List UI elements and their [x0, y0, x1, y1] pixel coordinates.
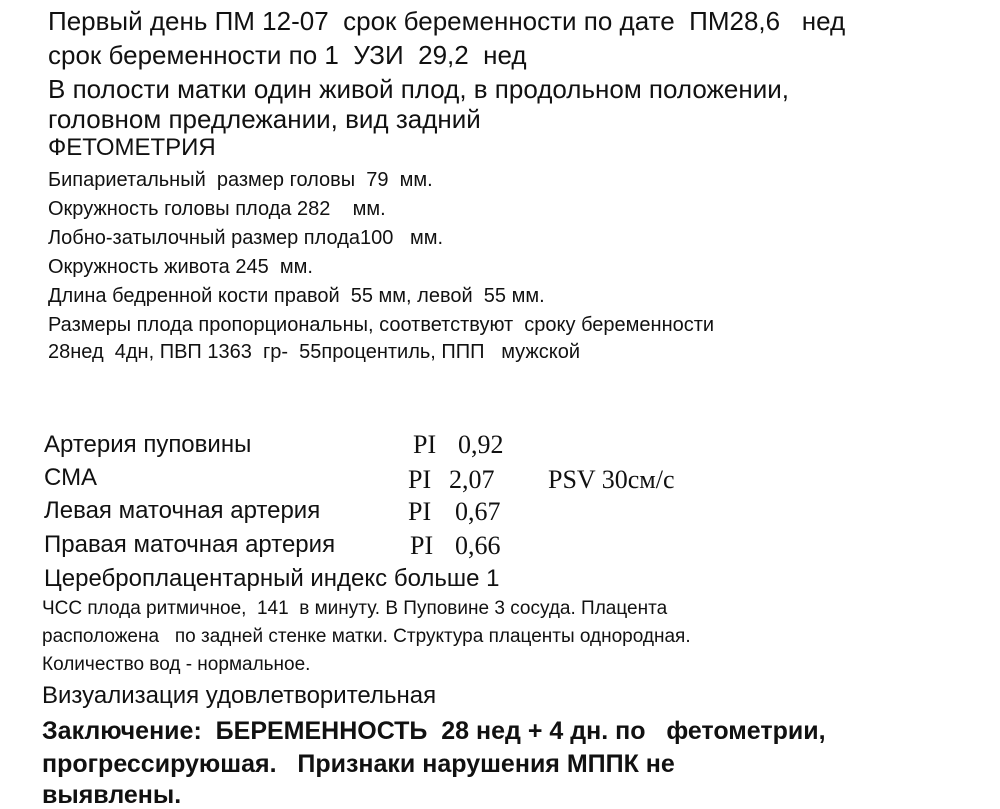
- doppler-name-left-uterine: Левая маточная артерия: [44, 497, 321, 524]
- fetometry-item-ac: Окружность живота 245 мм.: [48, 256, 313, 278]
- fetometry-item-bpd: Бипариетальный размер головы 79 мм.: [48, 169, 433, 191]
- conclusion-line-2: прогрессируюшая. Признаки нарушения МППК не: [42, 750, 675, 778]
- notes-line-heart: ЧСС плода ритмичное, 141 в минуту. В Пуповине 3 сосуда. Плацента: [42, 598, 668, 619]
- doppler-cpi: Цереброплацентарный индекс больше 1: [44, 565, 500, 592]
- doppler-name-mca: СМА: [44, 464, 98, 491]
- fetometry-summary: Размеры плода пропорциональны, соответствуют сроку беременности: [48, 314, 715, 336]
- doppler-pi-value-right-uterine: 0,66: [455, 531, 501, 560]
- fetometry-item-hc: Окружность головы плода 282 мм.: [48, 198, 386, 220]
- header-line-gestation: срок беременности по 1 УЗИ 29,2 нед: [48, 40, 527, 70]
- header-line-presentation: головном предлежании, вид задний: [48, 104, 481, 134]
- conclusion-line-3: выявлены.: [42, 781, 182, 809]
- doppler-pi-value-left-uterine: 0,67: [455, 497, 501, 526]
- doppler-pi-value-umbilical: 0,92: [458, 430, 504, 459]
- notes-line-fluid: Количество вод - нормальное.: [42, 654, 311, 675]
- doppler-pi-value-mca: 2,07: [449, 465, 495, 494]
- fetometry-heading: ФЕТОМЕТРИЯ: [48, 134, 216, 161]
- doppler-pi-label-umbilical: PI: [413, 430, 437, 459]
- notes-visualization: Визуализация удовлетворительная: [42, 682, 437, 709]
- fetometry-summary-weight: 28нед 4дн, ПВП 1363 гр- 55процентиль, ППП мужской: [48, 341, 581, 363]
- fetometry-item-fl: Длина бедренной кости правой 55 мм, левой 55 мм.: [48, 285, 545, 307]
- doppler-pi-label-mca: PI: [408, 465, 432, 494]
- doppler-psv-mca: PSV 30см/с: [548, 465, 675, 494]
- doppler-name-umbilical: Артерия пуповины: [44, 431, 252, 458]
- doppler-pi-label-left-uterine: PI: [408, 497, 432, 526]
- header-line-fetus: В полости матки один живой плод, в продольном положении,: [48, 74, 789, 104]
- fetometry-item-ofd: Лобно-затылочный размер плода100 мм.: [48, 227, 444, 249]
- doppler-name-right-uterine: Правая маточная артерия: [44, 531, 336, 558]
- conclusion-line-1: Заключение: БЕРЕМЕННОСТЬ 28 нед + 4 дн. по фетометрии,: [42, 717, 826, 745]
- doppler-pi-label-right-uterine: PI: [410, 531, 434, 560]
- header-line-dates: Первый день ПМ 12-07 срок беременности по дате ПМ28,6 нед: [48, 6, 846, 36]
- notes-line-placenta: расположена по задней стенке матки. Структура плаценты однородная.: [42, 626, 691, 647]
